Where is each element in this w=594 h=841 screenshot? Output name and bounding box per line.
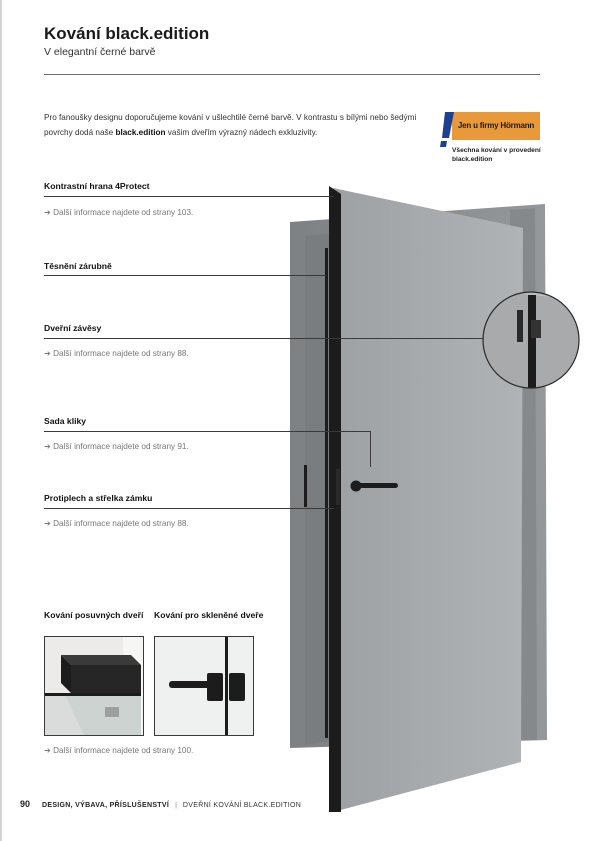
thumbnails-ref: ➔ Další informace najdete od strany 100.	[44, 746, 194, 755]
door-leaf	[333, 188, 523, 812]
strike-plate	[304, 465, 307, 507]
intro-text-after: vašim dveřím výrazný nádech exkluzivity.	[165, 128, 318, 137]
exclamation-icon	[440, 112, 454, 148]
page-title: Kování black.edition	[44, 24, 210, 43]
sliding-door-hardware-image	[44, 636, 144, 736]
feature-ref-strike-plate: ➔ Další informace najdete od strany 88.	[44, 519, 189, 528]
exclusive-badge	[452, 112, 540, 140]
feature-title-frame-seal: Těsnění zárubně	[44, 261, 112, 271]
feature-leader-line	[44, 431, 371, 432]
page-subtitle: V elegantní černé barvě	[44, 46, 156, 58]
feature-title-hinges: Dveřní závěsy	[44, 323, 102, 333]
door-illustration	[285, 180, 585, 820]
footer-separator: |	[175, 802, 177, 809]
feature-title-strike-plate: Protiplech a střelka zámku	[44, 493, 153, 503]
feature-leader-line	[44, 508, 334, 509]
page-edge-rule	[0, 0, 2, 841]
feature-leader-line	[44, 338, 484, 339]
frame-seal	[325, 248, 328, 738]
thumb-title-sliding: Kování posuvných dveří	[44, 610, 144, 620]
feature-leader-line	[44, 275, 326, 276]
lock-latch	[336, 469, 340, 505]
feature-ref-handle-set: ➔ Další informace najdete od strany 91.	[44, 442, 189, 451]
feature-leader-line	[370, 431, 371, 467]
feature-title-handle-set: Sada kliky	[44, 416, 87, 426]
feature-ref-contrast-edge: ➔ Další informace najdete od strany 103.	[44, 208, 194, 217]
footer-section: DESIGN, VÝBAVA, PŘÍSLUŠENSTVÍ	[42, 802, 170, 809]
feature-ref-hinges: ➔ Další informace najdete od strany 88.	[44, 349, 189, 358]
feature-title-contrast-edge: Kontrastní hrana 4Protect	[44, 181, 150, 191]
page-footer	[20, 799, 301, 809]
badge-caption: Všechna kování v provedení black.edition	[452, 147, 541, 163]
feature-leader-line	[44, 196, 334, 197]
page-number: 90	[20, 799, 31, 809]
intro-paragraph	[44, 110, 429, 140]
footer-subsection: DVEŘNÍ KOVÁNÍ BLACK.EDITION	[182, 802, 302, 809]
glass-door-handle-image	[154, 636, 254, 736]
badge-label: Jen u firmy Hörmann	[457, 121, 535, 130]
header-divider	[44, 74, 540, 75]
intro-brand: black.edition	[115, 128, 166, 137]
door-handle	[356, 483, 398, 488]
thumb-title-glass: Kování pro skleněné dveře	[154, 610, 264, 620]
intro-text-before: Pro fanoušky designu doporučujeme kování v ušlechtilé černé barvě. V kontrastu s bílými nebo šedými povrchy dodá naše	[44, 113, 417, 137]
